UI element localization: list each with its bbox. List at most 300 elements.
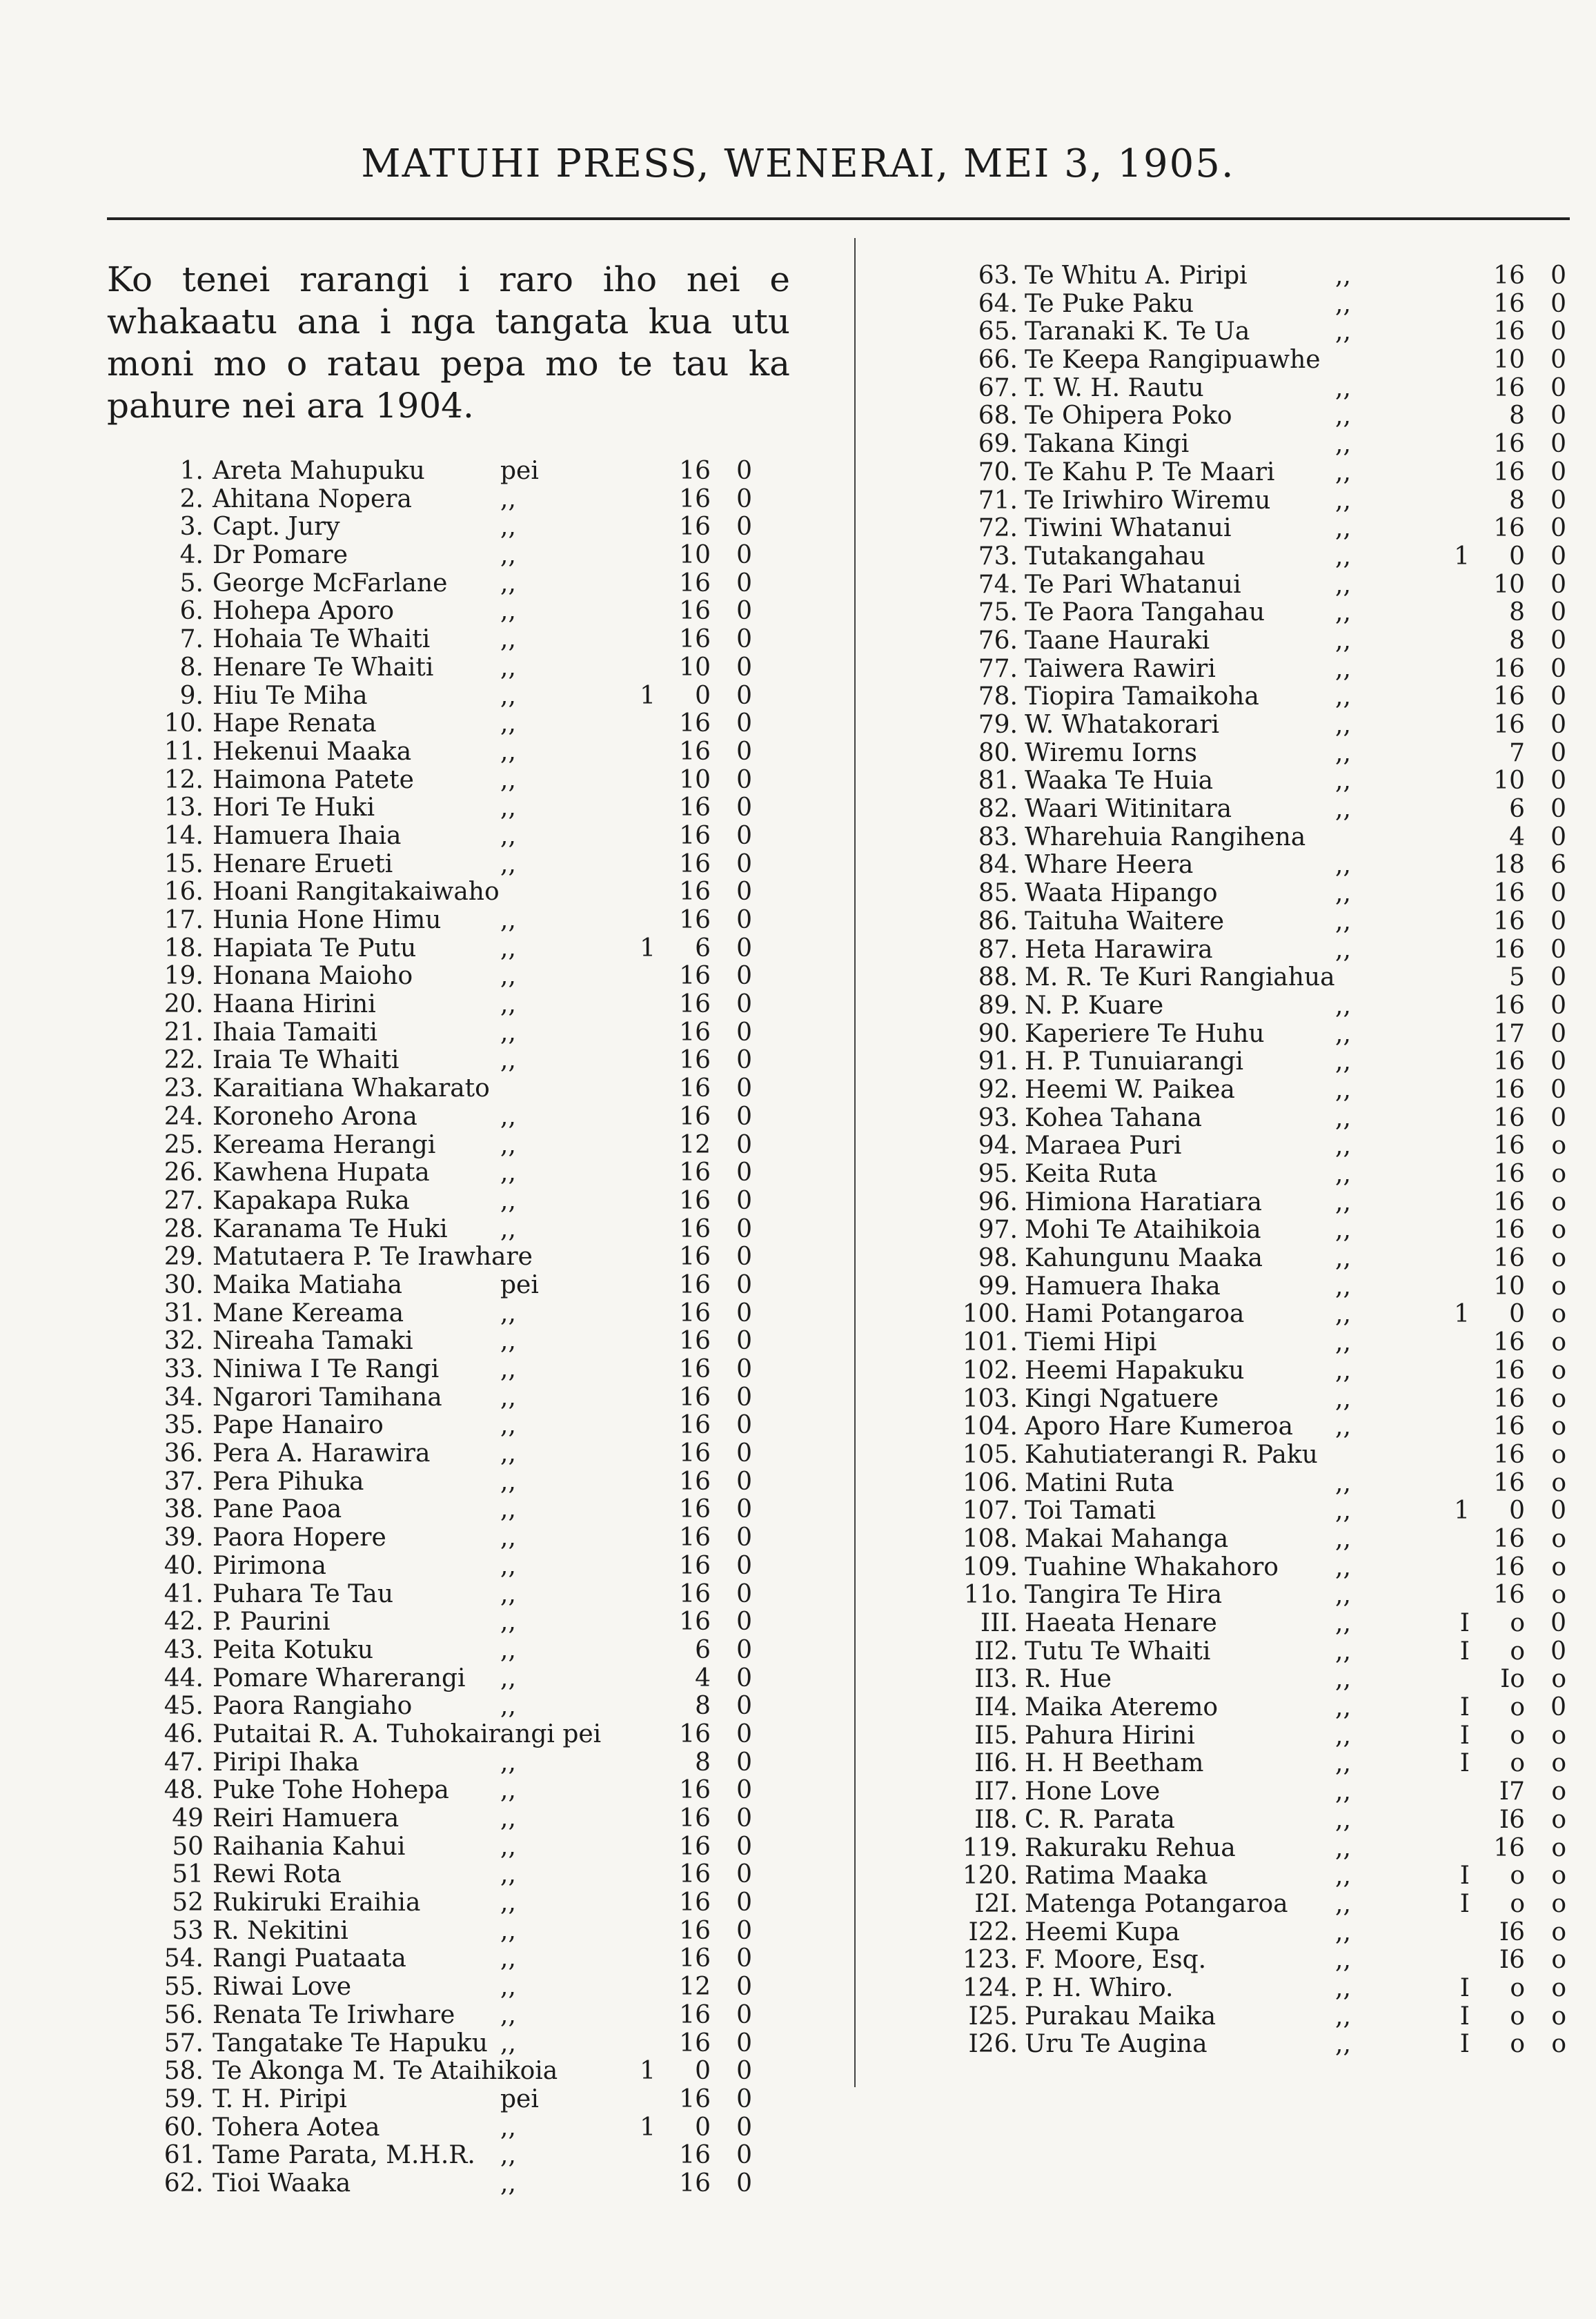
entry-name: Puhara Te Tau	[213, 1579, 394, 1608]
entry-pence: 0	[1550, 1075, 1566, 1104]
list-item	[973, 796, 1573, 824]
list-item	[159, 1945, 759, 1973]
entry-qual: ,,	[1335, 1833, 1351, 1862]
entry-shill: 16	[679, 1102, 711, 1131]
entry-pence: 0	[1550, 1047, 1566, 1076]
list-item	[973, 318, 1573, 346]
entry-num: 107.	[962, 1497, 1018, 1526]
entry-pence: 0	[736, 821, 752, 850]
entry-pence: o	[1551, 1917, 1566, 1946]
entry-qual: ,,	[1335, 1244, 1351, 1273]
list-item	[973, 655, 1573, 684]
entry-shill: 16	[1493, 1132, 1525, 1161]
entry-name: Raihania Kahui	[213, 1832, 406, 1861]
entry-qual: ,,	[1335, 514, 1351, 543]
list-item	[159, 1216, 759, 1244]
entry-pound: I	[1459, 1889, 1470, 1918]
list-item	[962, 1552, 1573, 1582]
entry-num: 6.	[179, 597, 204, 626]
entry-shill: 8	[695, 1692, 711, 1721]
entry-pence: 0	[736, 513, 752, 542]
entry-shill: 16	[1493, 1524, 1525, 1553]
entry-num: 55.	[164, 1973, 204, 2002]
entry-shill: 16	[679, 1046, 711, 1075]
list-item	[973, 290, 1573, 319]
list-item	[159, 1552, 759, 1581]
entry-name: Tiopira Tamaikoha	[1025, 682, 1259, 711]
entry-name: Paora Rangiaho	[213, 1692, 413, 1721]
entry-num: 119.	[962, 1833, 1018, 1862]
entry-num: 100.	[962, 1300, 1018, 1329]
entry-num: 78.	[978, 682, 1018, 711]
entry-pence: 0	[736, 1243, 752, 1272]
entry-name: Heemi Hapakuku	[1025, 1356, 1245, 1385]
entry-name: Heemi W. Paikea	[1025, 1075, 1235, 1104]
entry-qual: ,,	[500, 1411, 516, 1440]
entry-pence: o	[1551, 1412, 1566, 1441]
entry-shill: 16	[1493, 1187, 1525, 1216]
entry-qual: ,,	[1335, 402, 1351, 431]
entry-num: 48.	[164, 1776, 204, 1805]
entry-pence: o	[1551, 1749, 1566, 1778]
entry-name: Ihaia Tamaiti	[213, 1018, 378, 1047]
entry-pence: o	[1551, 1244, 1566, 1273]
list-item	[973, 375, 1573, 403]
entry-num: III.	[980, 1609, 1018, 1637]
entry-shill: 16	[679, 1158, 711, 1187]
entry-shill: 16	[679, 2141, 711, 2170]
entry-shill: o	[1510, 2002, 1525, 2031]
entry-pence: o	[1551, 2002, 1566, 2031]
entry-pence: 0	[736, 1916, 752, 1945]
entry-shill: 16	[679, 1944, 711, 1973]
entry-pence: 0	[1550, 1103, 1566, 1132]
entry-pence: 0	[1550, 486, 1566, 515]
entry-name: Taituha Waitere	[1025, 907, 1225, 936]
entry-name: Ratima Maaka	[1025, 1862, 1208, 1891]
entry-shill: 17	[1493, 1019, 1525, 1048]
list-item	[973, 1105, 1573, 1133]
entry-num: 59.	[164, 2084, 204, 2113]
entry-pence: 0	[736, 1664, 752, 1693]
entry-qual: ,,	[1335, 1468, 1351, 1497]
entry-pence: 0	[1550, 1637, 1566, 1666]
entry-qual: ,,	[1335, 2030, 1351, 2059]
entry-name: Tohera Aotea	[213, 2113, 380, 2142]
entry-shill: 16	[679, 2000, 711, 2029]
entry-num: 56.	[164, 2000, 204, 2029]
entry-num: 22.	[164, 1046, 204, 1075]
entry-qual: ,,	[500, 1664, 516, 1693]
entry-name: Pera A. Harawira	[213, 1439, 431, 1468]
entry-qual: ,,	[500, 681, 516, 710]
entry-pence: 0	[736, 1888, 752, 1917]
entry-num: 57.	[164, 2029, 204, 2058]
entry-pence: 0	[1550, 570, 1566, 599]
entry-pence: 0	[736, 1579, 752, 1608]
entry-name: M. R. Te Kuri Rangiahua	[1025, 963, 1335, 992]
entry-pence: o	[1551, 1721, 1566, 1750]
entry-num: 42.	[164, 1608, 204, 1637]
entry-num: 80.	[978, 738, 1018, 767]
entry-name: Hohaia Te Whaiti	[213, 625, 431, 654]
entry-qual: ,,	[500, 906, 516, 934]
entry-name: Pape Hanairo	[213, 1411, 384, 1440]
entry-pence: 0	[736, 681, 752, 710]
entry-num: 21.	[164, 1018, 204, 1047]
entry-pence: 0	[736, 457, 752, 485]
entry-num: 49	[172, 1804, 204, 1833]
entry-num: 75.	[978, 598, 1018, 627]
list-item	[159, 626, 759, 654]
entry-name: Hamuera Ihaka	[1025, 1272, 1221, 1301]
entry-shill: 16	[1493, 289, 1525, 318]
list-item	[962, 1524, 1573, 1554]
entry-shill: 16	[679, 484, 711, 513]
entry-name: Tioi Waaka	[213, 2169, 351, 2198]
entry-shill: 16	[679, 2084, 711, 2113]
entry-num: 13.	[164, 793, 204, 822]
entry-name: Rangi Puataata	[213, 1944, 406, 1973]
entry-pound: I	[1459, 1693, 1470, 1722]
entry-pence: 0	[736, 765, 752, 794]
entry-qual: ,,	[1335, 486, 1351, 515]
entry-num: 47.	[164, 1748, 204, 1777]
list-item	[159, 1328, 759, 1356]
list-item	[973, 767, 1573, 796]
entry-qual: ,,	[500, 2029, 516, 2058]
entry-qual: pei	[500, 2084, 539, 2113]
entry-qual: ,,	[1335, 991, 1351, 1020]
entry-pence: 0	[736, 737, 752, 766]
entry-name: Keita Ruta	[1025, 1160, 1158, 1188]
entry-pence: 0	[736, 2000, 752, 2029]
entry-pence: 0	[736, 2084, 752, 2113]
list-item	[159, 1440, 759, 1468]
entry-qual: ,,	[1335, 1609, 1351, 1637]
entry-pence: 0	[736, 1102, 752, 1131]
entry-name: Honana Maioho	[213, 962, 413, 991]
entry-shill: 16	[679, 990, 711, 1019]
list-item	[159, 486, 759, 514]
entry-num: 96.	[978, 1187, 1018, 1216]
entry-pence: 0	[736, 597, 752, 626]
entry-name: Pane Paoa	[213, 1495, 342, 1524]
entry-shill: 0	[695, 2057, 711, 2086]
entry-num: 82.	[978, 795, 1018, 824]
entry-shill: 16	[679, 2169, 711, 2198]
list-item	[159, 1917, 759, 1946]
entry-name: Renata Te Iriwhare	[213, 2000, 455, 2029]
entry-num: 77.	[978, 654, 1018, 683]
entry-pence: 0	[736, 2141, 752, 2170]
entry-pence: 0	[1550, 457, 1566, 486]
entry-num: 109.	[962, 1552, 1018, 1581]
entry-name: Tangatake Te Hapuku	[213, 2029, 488, 2058]
entry-name: Hunia Hone Himu	[213, 906, 442, 934]
entry-num: 64.	[978, 289, 1018, 318]
entry-qual: ,,	[1335, 317, 1351, 346]
list-item	[159, 2114, 759, 2142]
entry-num: 108.	[962, 1524, 1018, 1553]
entry-num: 51	[172, 1860, 204, 1889]
list-item	[159, 1159, 759, 1187]
entry-qual: ,,	[1335, 1300, 1351, 1329]
entry-pence: 0	[736, 1383, 752, 1412]
entry-qual: ,,	[1335, 1805, 1351, 1834]
entry-num: 93.	[978, 1103, 1018, 1132]
entry-shill: 16	[679, 1299, 711, 1328]
entry-qual: ,,	[1335, 1665, 1351, 1694]
list-item	[159, 878, 759, 907]
entry-num: 53	[172, 1916, 204, 1945]
entry-qual: ,,	[1335, 879, 1351, 908]
entry-name: Maraea Puri	[1025, 1132, 1182, 1161]
entry-num: 31.	[164, 1299, 204, 1328]
entry-shill: 16	[679, 906, 711, 934]
list-item	[159, 1805, 759, 1833]
entry-qual: ,,	[500, 1973, 516, 2002]
entry-num: 120.	[962, 1862, 1018, 1891]
entry-qual: ,,	[1335, 1497, 1351, 1526]
entry-pence: 0	[1550, 1693, 1566, 1722]
entry-pence: 0	[736, 2113, 752, 2142]
list-item	[973, 1666, 1573, 1694]
entry-shill: 12	[679, 1973, 711, 2002]
entry-pound: 1	[640, 2113, 656, 2142]
entry-qual: ,,	[1335, 1412, 1351, 1441]
entry-pence: o	[1551, 1187, 1566, 1216]
entry-shill: I6	[1499, 1946, 1525, 1975]
entry-num: 35.	[164, 1411, 204, 1440]
entry-num: 72.	[978, 514, 1018, 543]
entry-name: Hori Te Huki	[213, 793, 375, 822]
entry-pence: o	[1551, 1946, 1566, 1975]
entry-qual: ,,	[500, 1804, 516, 1833]
entry-name: Taiwera Rawiri	[1025, 654, 1216, 683]
entry-shill: 16	[1493, 1412, 1525, 1441]
entry-shill: 6	[1509, 795, 1525, 824]
list-item	[962, 1384, 1573, 1414]
entry-num: 86.	[978, 907, 1018, 936]
entry-qual: ,,	[500, 821, 516, 850]
entry-shill: 16	[679, 1439, 711, 1468]
entry-shill: 16	[1493, 1160, 1525, 1188]
list-item	[159, 1300, 759, 1328]
entry-pence: 0	[736, 1158, 752, 1187]
list-item	[962, 1973, 1573, 2003]
entry-qual: pei	[500, 457, 539, 485]
entry-shill: 16	[679, 569, 711, 598]
entry-name: Niniwa I Te Rangi	[213, 1355, 440, 1383]
entry-pence: 0	[736, 1860, 752, 1889]
entry-num: 20.	[164, 990, 204, 1019]
entry-shill: 16	[679, 1916, 711, 1945]
entry-name: Dr Pomare	[213, 541, 348, 570]
entry-num: 45.	[164, 1692, 204, 1721]
entry-num: 102.	[962, 1356, 1018, 1385]
header-rule	[107, 217, 1570, 220]
entry-qual: ,,	[500, 793, 516, 822]
entry-num: 10.	[164, 709, 204, 738]
list-item	[159, 851, 759, 879]
list-item	[973, 711, 1573, 740]
entry-qual: pei	[500, 1270, 539, 1299]
entry-qual: ,,	[500, 2169, 516, 2198]
list-item	[973, 1273, 1573, 1301]
entry-name: Hami Potangaroa	[1025, 1300, 1245, 1329]
entry-pence: 0	[736, 1046, 752, 1075]
entry-num: 52	[172, 1888, 204, 1917]
list-item	[973, 1020, 1573, 1049]
entry-name: Haana Hirini	[213, 990, 376, 1019]
entry-num: 70.	[978, 457, 1018, 486]
entry-pence: o	[1551, 1805, 1566, 1834]
list-item	[159, 1833, 759, 1862]
entry-shill: 16	[1493, 1833, 1525, 1862]
entry-name: Takana Kingi	[1025, 430, 1190, 459]
list-item	[159, 1243, 759, 1272]
entry-num: 124.	[962, 1973, 1018, 2002]
entry-num: 90.	[978, 1019, 1018, 1048]
entry-qual: ,,	[500, 1214, 516, 1243]
entry-shill: 8	[1509, 598, 1525, 627]
entry-pound: I	[1459, 1609, 1470, 1637]
entry-qual: ,,	[500, 1327, 516, 1356]
list-item	[962, 1468, 1573, 1498]
list-item	[159, 2086, 759, 2114]
entry-num: II7.	[974, 1777, 1018, 1806]
entry-shill: 16	[1493, 935, 1525, 964]
entry-num: 19.	[164, 962, 204, 991]
entry-shill: 16	[679, 962, 711, 991]
entry-shill: o	[1510, 1637, 1525, 1666]
entry-shill: 16	[679, 1074, 711, 1103]
entry-num: 54.	[164, 1944, 204, 1973]
entry-qual: ,,	[500, 765, 516, 794]
entry-pence: 0	[736, 1130, 752, 1159]
entry-name: Henare Te Whaiti	[213, 653, 434, 682]
entry-num: 18.	[164, 934, 204, 963]
entry-qual: ,,	[500, 597, 516, 626]
entry-shill: 16	[1493, 317, 1525, 346]
entry-num: 25.	[164, 1130, 204, 1159]
entry-num: 4.	[179, 541, 204, 570]
entry-num: 87.	[978, 935, 1018, 964]
entry-num: 27.	[164, 1186, 204, 1215]
list-item	[973, 740, 1573, 768]
entry-name: Koroneho Arona	[213, 1102, 417, 1131]
entry-shill: 10	[1493, 570, 1525, 599]
list-item	[973, 627, 1573, 655]
entry-name: Waaka Te Huia	[1025, 767, 1214, 796]
entry-shill: o	[1510, 2030, 1525, 2059]
entry-num: 41.	[164, 1579, 204, 1608]
entry-num: 12.	[164, 765, 204, 794]
entry-qual: ,,	[500, 1355, 516, 1383]
entry-shill: 8	[1509, 486, 1525, 515]
entry-qual: ,,	[1335, 907, 1351, 936]
entry-shill: 16	[1493, 1244, 1525, 1273]
entry-name: Waari Witinitara	[1025, 795, 1232, 824]
entry-qual: ,,	[500, 1046, 516, 1075]
entry-pound: I	[1459, 1749, 1470, 1778]
entry-name: P. H. Whiro.	[1025, 1973, 1174, 2002]
entry-qual: ,,	[1335, 1356, 1351, 1385]
entry-qual: ,,	[1335, 2002, 1351, 2031]
entry-name: H. P. Tunuiarangi	[1025, 1047, 1244, 1076]
entry-shill: 16	[1493, 1328, 1525, 1357]
entry-pence: 0	[1550, 822, 1566, 851]
entry-name: Putaitai R. A. Tuhokairangi pei	[213, 1719, 602, 1748]
entry-shill: 16	[679, 878, 711, 907]
entry-num: 66.	[978, 346, 1018, 375]
entry-name: Rukiruki Eraihia	[213, 1888, 421, 1917]
entry-qual: ,,	[500, 1158, 516, 1187]
entry-qual: ,,	[1335, 1946, 1351, 1975]
list-item	[973, 402, 1573, 431]
entry-name: Rewi Rota	[213, 1860, 342, 1889]
entry-pence: o	[1551, 1524, 1566, 1553]
entry-shill: 16	[1493, 457, 1525, 486]
entry-shill: 16	[679, 625, 711, 654]
entry-pence: 0	[736, 2029, 752, 2058]
entry-pence: 0	[736, 1719, 752, 1748]
entry-name: Kaperiere Te Huhu	[1025, 1019, 1265, 1048]
entry-shill: 10	[1493, 346, 1525, 375]
entry-name: T. H. Piripi	[213, 2084, 347, 2113]
entry-pence: 0	[1550, 542, 1566, 571]
entry-pence: o	[1551, 1468, 1566, 1497]
entry-qual: ,,	[1335, 542, 1351, 571]
entry-num: I22.	[968, 1917, 1018, 1946]
entry-name: Pera Pihuka	[213, 1467, 364, 1496]
list-item	[973, 1245, 1573, 1273]
list-item	[973, 880, 1573, 908]
entry-pence: 0	[736, 1692, 752, 1721]
entry-shill: 16	[1493, 682, 1525, 711]
entry-num: II8.	[974, 1805, 1018, 1834]
entry-qual: ,,	[1335, 1132, 1351, 1161]
list-item	[159, 1861, 759, 1889]
entry-shill: 16	[1493, 1468, 1525, 1497]
entry-shill: 16	[1493, 1075, 1525, 1104]
entry-pence: o	[1551, 1216, 1566, 1245]
entry-name: Kawhena Hupata	[213, 1158, 430, 1187]
entry-num: I25.	[968, 2002, 1018, 2031]
entry-num: 5.	[179, 569, 204, 598]
entry-shill: 16	[679, 1608, 711, 1637]
entry-qual: ,,	[500, 1692, 516, 1721]
entry-shill: 0	[1509, 1300, 1525, 1329]
entry-name: Ahitana Nopera	[213, 484, 412, 513]
list-item	[159, 822, 759, 851]
entry-pence: o	[1551, 1272, 1566, 1301]
list-item	[159, 710, 759, 738]
entry-name: Pomare Wharerangi	[213, 1664, 466, 1693]
entry-name: Tuahine Whakahoro	[1025, 1552, 1279, 1581]
entry-qual: ,,	[1335, 682, 1351, 711]
list-item	[962, 1946, 1573, 1975]
entry-pence: 0	[1550, 711, 1566, 739]
entry-name: Puke Tohe Hohepa	[213, 1776, 449, 1805]
entry-shill: o	[1510, 1889, 1525, 1918]
entry-qual: ,,	[500, 990, 516, 1019]
entry-pence: 0	[736, 1944, 752, 1973]
entry-name: Maika Ateremo	[1025, 1693, 1219, 1722]
entry-pence: o	[1551, 2030, 1566, 2059]
entry-pence: 0	[736, 709, 752, 738]
